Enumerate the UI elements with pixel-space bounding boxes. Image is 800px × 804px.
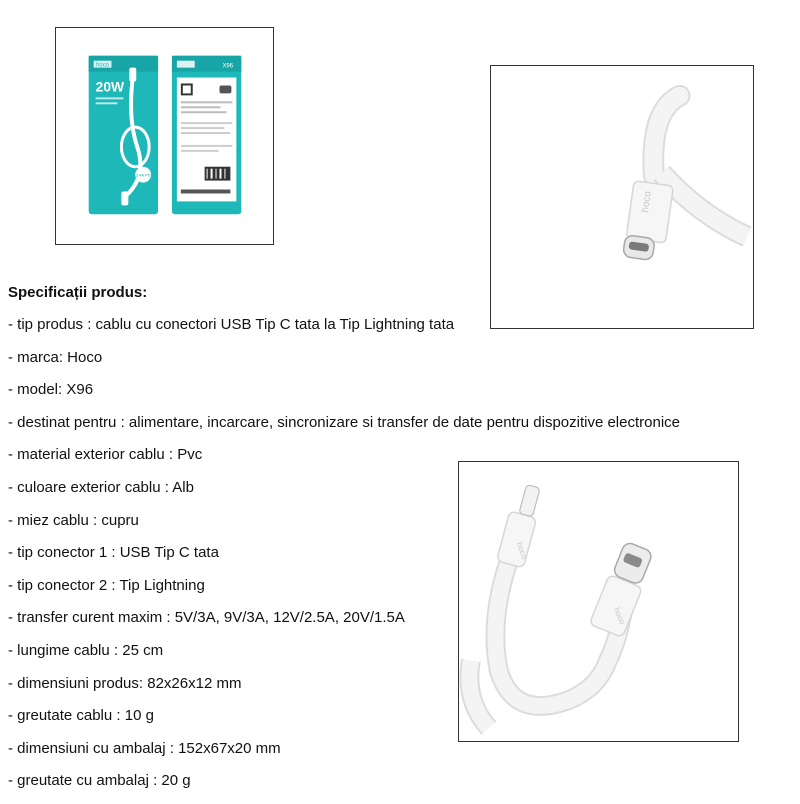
spec-item: - greutate cablu : 10 g [8,707,154,725]
product-specifications [8,283,680,804]
spec-item: - destinat pentru : alimentare, incarcare, sincronizare si transfer de date pentru dispozitive electronice [8,413,681,431]
svg-text:hoco: hoco [514,541,530,561]
spec-item: - tip conector 2 : Tip Lightning [8,576,205,594]
spec-item: - model: X96 [8,381,94,399]
svg-text:hoco: hoco [612,606,627,626]
box-front-tag: 2.4A PD [135,172,151,178]
spec-item: - dimensiuni produs: 82x26x12 mm [8,674,242,692]
spec-item: - tip conector 1 : USB Tip C tata [8,544,219,562]
box-front-power: 20W [95,78,125,95]
box-front-brand: hoco [96,62,110,69]
box-back-model: X96 [222,63,234,70]
cable-brand-print: hoco [639,190,654,214]
spec-item: - lungime cablu : 25 cm [8,641,164,659]
packaging-photo [55,27,274,245]
spec-item: - culoare exterior cablu : Alb [8,478,194,496]
spec-item: - dimensiuni cu ambalaj : 152x67x20 mm [8,739,281,757]
spec-item: - miez cablu : cupru [8,511,139,529]
spec-item: - greutate cu ambalaj : 20 g [8,772,191,790]
spec-item: - marca: Hoco [8,348,103,366]
specs-heading: Specificații produs: [8,284,148,301]
packaging-illustration [56,28,273,244]
spec-item: - tip produs : cablu cu conectori USB Tip C tata la Tip Lightning tata [8,316,455,333]
spec-item: - material exterior cablu : Pvc [8,446,203,464]
spec-item: - transfer curent maxim : 5V/3A, 9V/3A, 12V/2.5A, 20V/1.5A [8,609,405,627]
